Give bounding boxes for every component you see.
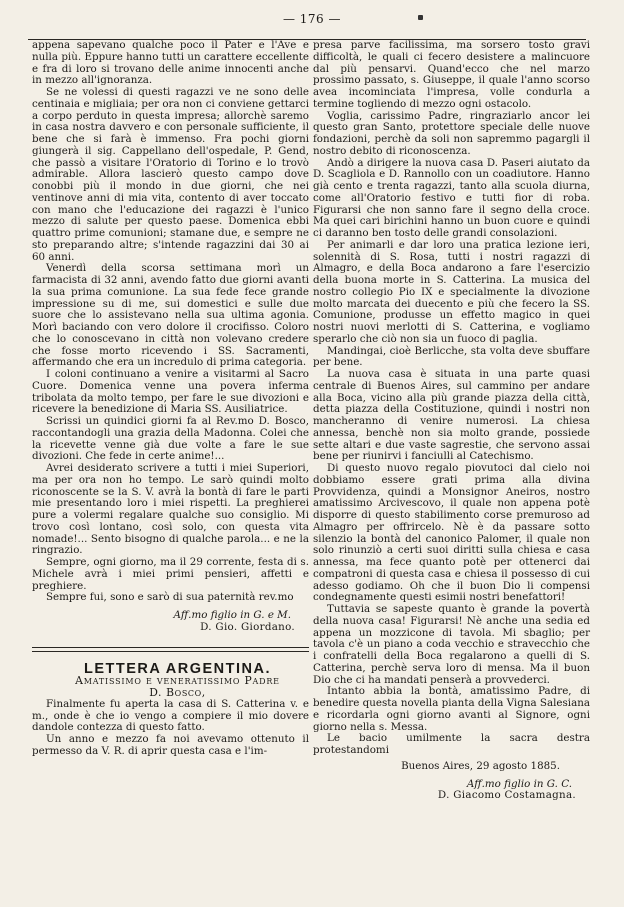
body-paragraph: appena sapevano qualche poco il Pater e l'Ave e nulla più. Eppure hanno tutti un carattere eccellente e fra di loro si trovano delle anime innocenti anche in mezzo all'ignoranza. (32, 39, 309, 87)
body-paragraph: Un anno e mezzo fa noi avevamo ottenuto il permesso da V. R. di aprir questa casa e l'im- (32, 733, 309, 757)
letter-addressee: D. Bosco, (149, 686, 206, 699)
body-paragraph: Finalmente fu aperta la casa di S. Catterina v. e m., onde è che io vengo a compiere il mio dovere dandole contezza di questo fatto. (32, 697, 309, 734)
body-paragraph: Voglia, carissimo Padre, ringraziarlo ancor lei questo gran Santo, protettore speciale delle nuove fondazioni, perchè da soli non sapremmo pagargli il nostro debito di riconoscenza. (313, 109, 590, 157)
body-paragraph: Sempre fui, sono e sarò di sua paternità rev.mo (46, 591, 294, 604)
letter-salutation: Amatissimo e veneratissimo Padre (75, 674, 280, 688)
date-line: Buenos Aires, 29 agosto 1885. (401, 759, 560, 772)
signature-name: D. Gio. Giordano. (200, 620, 295, 633)
body-paragraph: Se ne volessi di questi ragazzi ve ne sono delle centinaia e migliaia; per ora non ci conviene gettarci a corpo perduto in questa impresa; allorchè saremo in casa nostra davvero e con personale sufficiente, il bene che si farà è immenso. Fra pochi giorni giungerà il sig. Cappellano dell'ospedale, P. Gend, che passò a visitare l'Oratorio di Torino e lo trovò admirable. Allora lascierò questo campo dove conobbi più il mondo in due giorni, che nei ventinove anni di mia vita, contento di aver toccato con mano che l'educazione dei ragazzi è l'unico mezzo di salute per questo paese. Domenica ebbi quattro prime comunioni; stamane due, e sempre ne sto preparando altre; s'intende ragazzini dai 30 ai 60 anni. (32, 86, 309, 263)
body-paragraph: Di questo nuovo regalo piovutoci dal cielo noi dobbiamo essere grati prima alla divina Provvidenza, quindi a Monsignor Aneiros, nostro amatissimo Arcivescovo, il quale non appena potè disporre di questo stabilimento corse premuroso ad Almagro per offrircelo. Nè è da passare sotto silenzio la bontà del canonico Palomer, il quale non solo rinunziò a certi suoi diritti sulla chiesa e casa annessa, ma fece quanto potè per ottenerci dai compatroni di questa casa e chiesa il possesso di cui adesso godiamo. Oh che il buon Dio li compensi condegnamente questi esimii nostri benefattori! (313, 462, 590, 604)
body-paragraph: Mandingai, cioè Berlicche, sta volta deve sbuffare per bene. (313, 344, 590, 369)
signature-closing: Aff.mo figlio in G. C. (466, 777, 572, 790)
right-column (313, 40, 590, 802)
body-paragraph: Andò a dirigere la nuova casa D. Paseri aiutato da D. Scagliola e D. Rannollo con un coadiutore. Hanno già cento e trenta ragazzi, tanto alla scuola diurna, come all'Oratorio festivo e tutti fior di roba. Figurarsi che non sanno fare il segno della croce. Ma quei cari birichini hanno un buon cuore e quindi ci daranno ben tosto delle grandi consolazioni. (313, 156, 590, 239)
body-paragraph: Intanto abbia la bontà, amatissimo Padre, di benedire questa novella pianta della Vigna Salesiana e ricordarla ogni giorno avanti al Signore, ogni giorno nella s. Messa. (313, 685, 590, 733)
body-paragraph: La nuova casa è situata in una parte quasi centrale di Buenos Aires, sul cammino per andare alla Boca, vicino alla più grande piazza della città, detta piazza della Costituzione, quindi i nostri non mancheranno di venire numerosi. La chiesa annessa, benchè non sia molto grande, possiede sette altari e due vaste sagrestie, che servono assai bene per riunirvi i fanciulli al Catechismo. (313, 368, 590, 463)
body-paragraph: Avrei desiderato scrivere a tutti i miei Superiori, ma per ora non ho tempo. Le sarò quindi molto riconoscente se la S. V. avrà la bontà di fare le parti mie presentando loro i miei rispetti. La preghierei pure a volermi regalare qualche suo consiglio. Mi trovo così lontano, così solo, con questa vita nomade!... Sento bisogno di qualche parola... e ne la ringrazio. (32, 462, 309, 557)
page-header (0, 12, 624, 32)
body-paragraph: Le bacio umilmente la sacra destra protestandomi (313, 732, 590, 756)
body-paragraph: Per animarli e dar loro una pratica lezione ieri, solennità di S. Rosa, tutti i nostri ragazzi di Almagro, e della Boca andarono a fare l'esercizio della buona morte in S. Catterina. La musica del nostro collegio Pio IX e specialmente la divozione molto marcata dei duecento e più che fecero la SS. Comunione, produsse un effetto magico in quei nostri nuovi merlotti di S. Catterina, e vogliamo sperarlo che ciò non sia un fuoco di paglia. (313, 238, 590, 345)
body-paragraph: presa parve facilissima, ma sorsero tosto gravi difficoltà, le quali ci fecero desistere a malincuore dal più pensarvi. Quand'ecco che nel marzo prossimo passato, s. Giuseppe, il quale l'anno scorso avea incominciata l'impresa, volle condurla a termine togliendo di mezzo ogni ostacolo. (313, 39, 590, 110)
body-paragraph: I coloni continuano a venire a visitarmi al Sacro Cuore. Domenica venne una povera inferma tribolata da molto tempo, per fare le sue divozioni e ricevere la benedizione di Maria SS. Ausiliatrice. (32, 368, 309, 416)
ink-dot (418, 15, 423, 20)
body-paragraph: Tuttavia se sapeste quanto è grande la povertà della nuova casa! Figurarsi! Nè anche una sedia ed appena un mozzicone di tavola. Mi sbaglio; per tavola c'è un piano a coda vecchio e stravecchio che i confratelli della Boca regalarono a quelli di S. Catterina, perchè serva loro di mensa. Ma il buon Dio che ci ha mandati penserà a provvederci. (313, 603, 590, 686)
signature-name: D. Giacomo Costamagna. (437, 789, 576, 802)
page-number: — 176 — (282, 12, 342, 26)
body-paragraph: Scrissi un quindici giorni fa al Rev.mo D. Bosco, raccontandogli una grazia della Madonna. Colei che la ricevette venne già due volte a fare le sue divozioni. Che fede in certe anime!... (32, 415, 309, 463)
body-paragraph: Sempre, ogni giorno, ma il 29 corrente, festa di s. Michele avrà i miei primi pensieri, affetti e preghiere. (32, 556, 309, 592)
left-column (32, 40, 309, 758)
letter-title: LETTERA ARGENTINA. (83, 660, 272, 677)
signature-closing: Aff.mo figlio in G. e M. (173, 609, 291, 621)
section-divider (32, 647, 309, 652)
body-paragraph: Venerdì della scorsa settimana morì un farmacista di 32 anni, avendo fatto due giorni avanti la sua prima comunione. La sua fede fece grande impressione su di me, sui domestici e sulle due suore che lo assistevano nella sua ultima agonia. Morì baciando con vero dolore il crocifisso. Coloro che lo conoscevano in città non volevano credere che fosse morto ricevendo i SS. Sacramenti, affermando che era un incredulo di prima categoria. (32, 262, 309, 369)
